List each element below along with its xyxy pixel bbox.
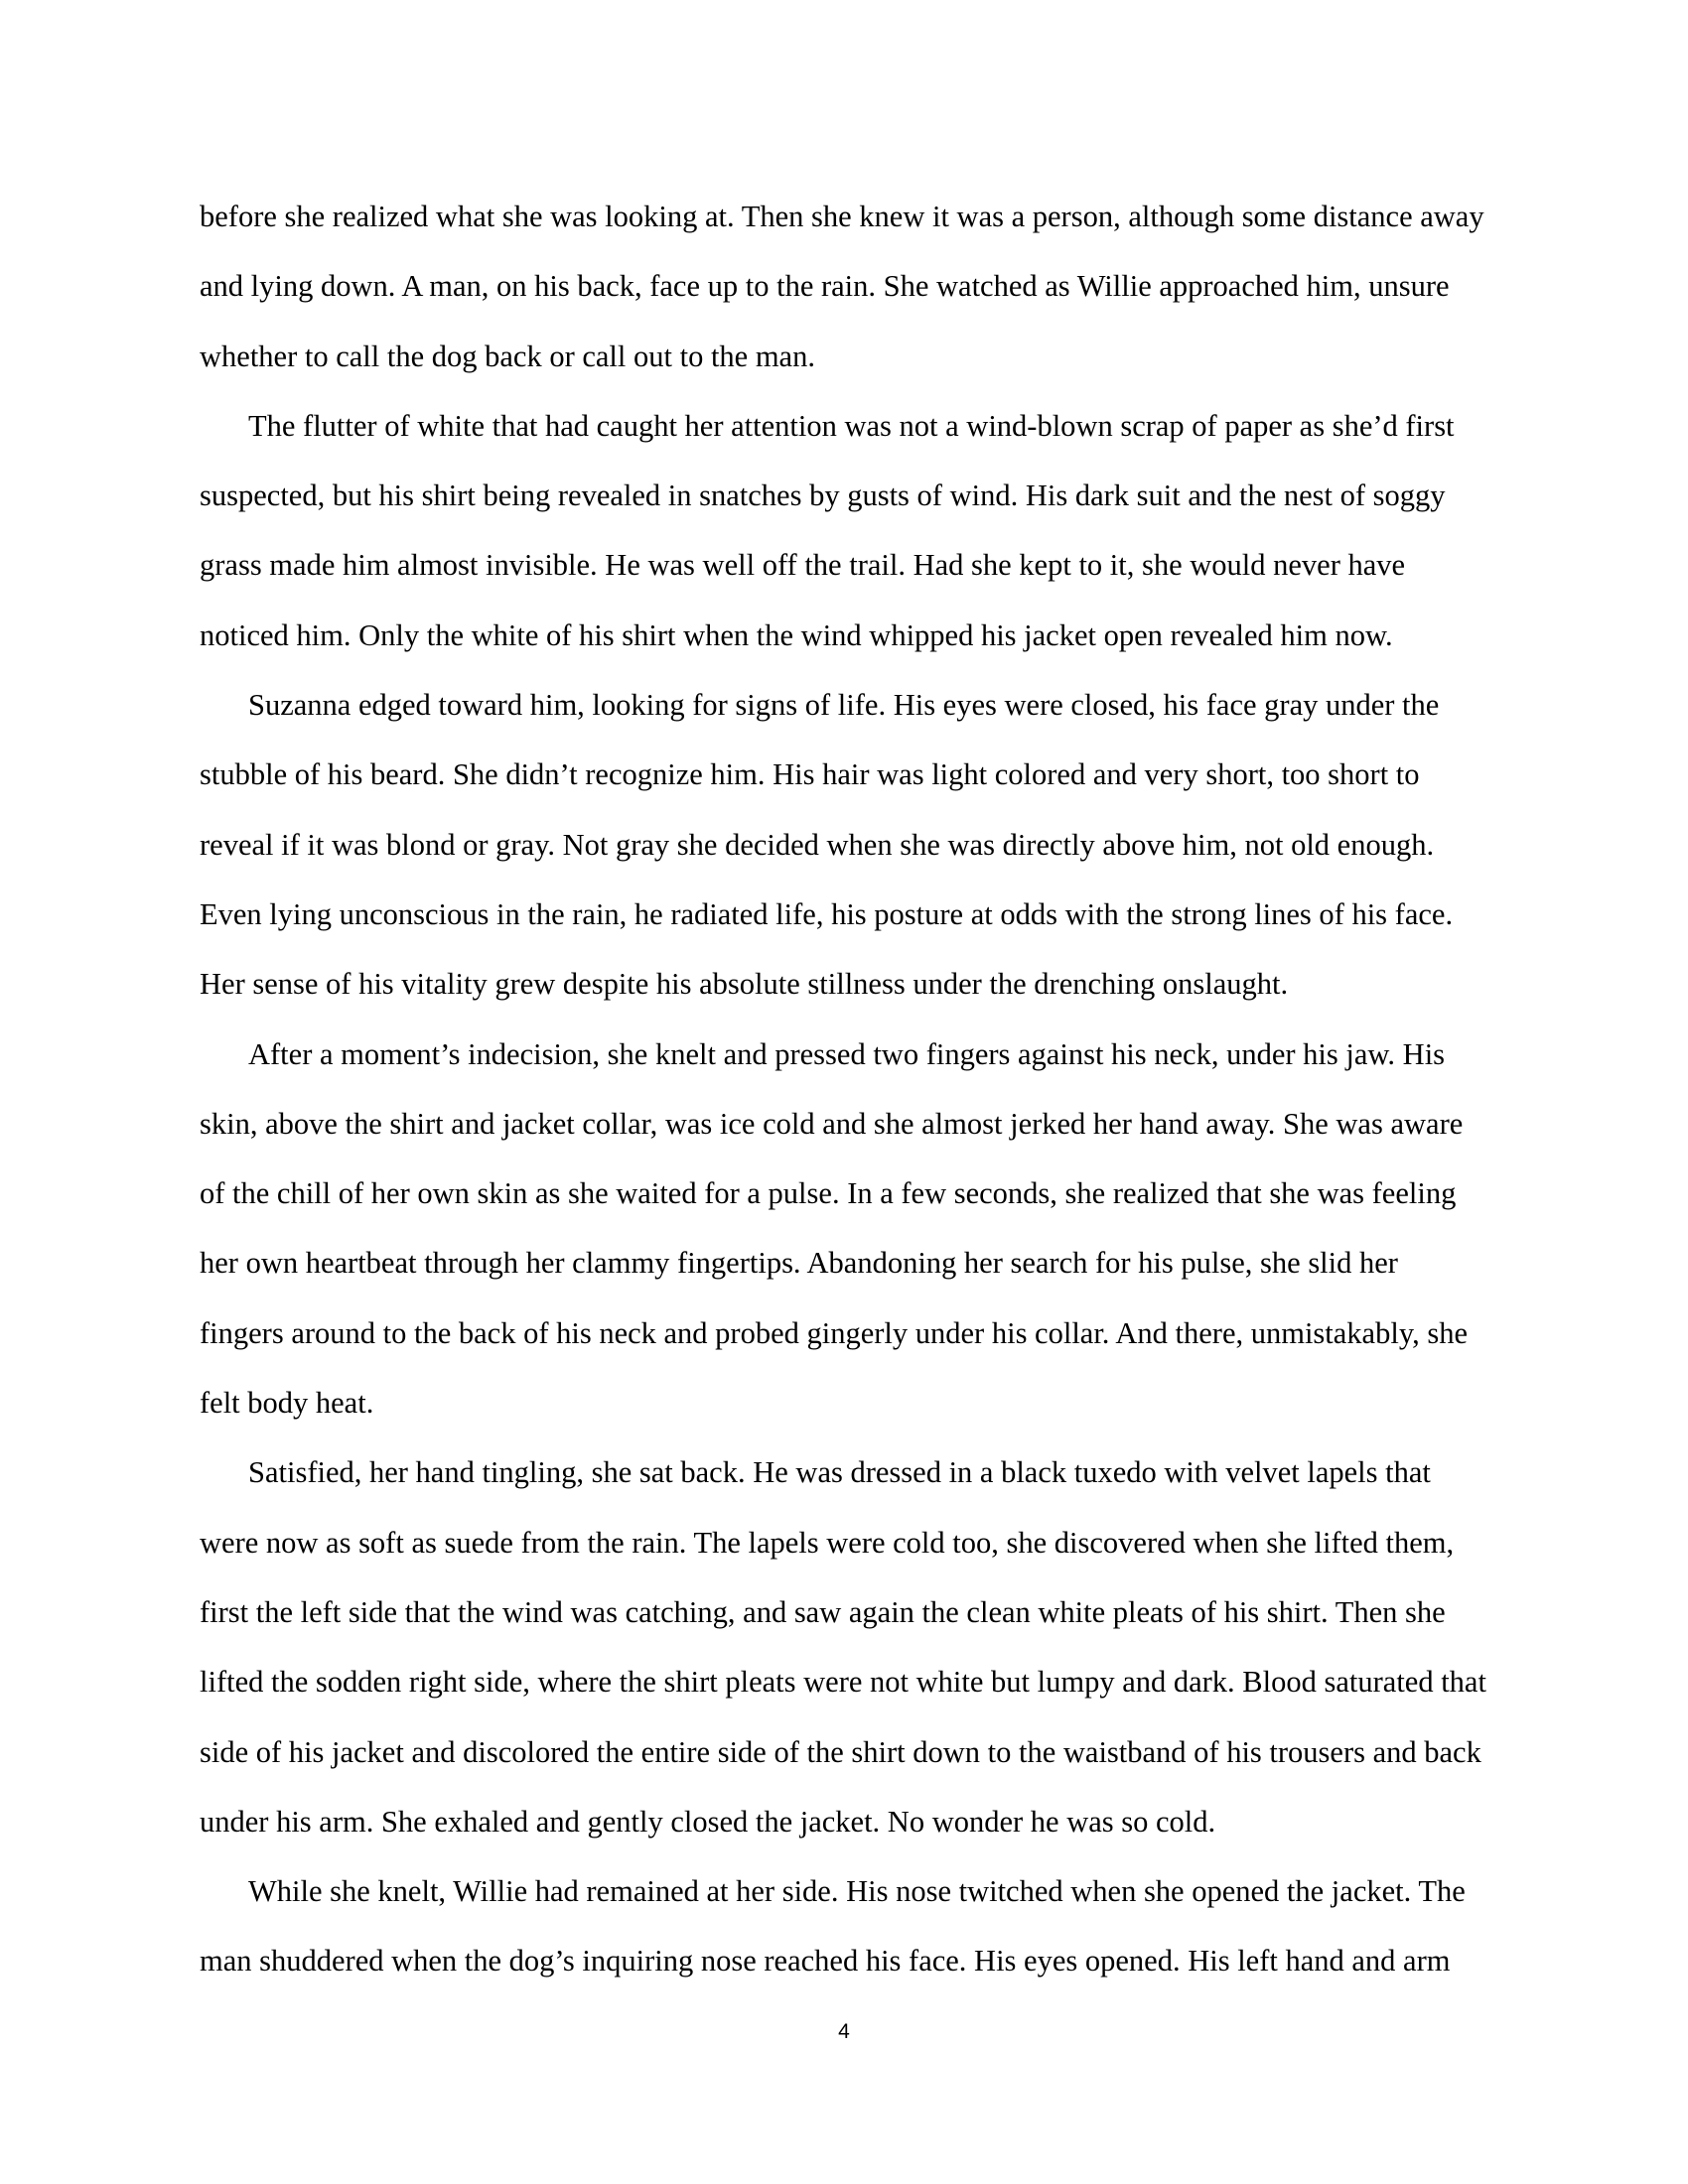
text-line: Her sense of his vitality grew despite his absolute stillness under the drenching onslaught. <box>200 967 1289 1002</box>
text-line: lifted the sodden right side, where the shirt pleats were not white but lumpy and dark. Blood saturated that <box>200 1665 1486 1700</box>
text-line: skin, above the shirt and jacket collar, was ice cold and she almost jerked her hand away. She was aware <box>200 1106 1464 1141</box>
text-line-indented: While she knelt, Willie had remained at her side. His nose twitched when she opened the jacket. The <box>248 1874 1466 1909</box>
page-number: 4 <box>838 2020 850 2043</box>
text-line: first the left side that the wind was catching, and saw again the clean white pleats of his shirt. Then she <box>200 1594 1446 1629</box>
text-line: side of his jacket and discolored the entire side of the shirt down to the waistband of his trousers and back <box>200 1734 1481 1769</box>
text-line: noticed him. Only the white of his shirt when the wind whipped his jacket open revealed him now. <box>200 617 1393 652</box>
paragraph-1 <box>200 182 1490 391</box>
text-line-indented: Suzanna edged toward him, looking for signs of life. His eyes were closed, his face gray under the <box>248 688 1440 723</box>
text-line-indented: The flutter of white that had caught her attention was not a wind-blown scrap of paper as she’d first <box>248 408 1455 443</box>
text-line: and lying down. A man, on his back, face up to the rain. She watched as Willie approached him, unsure <box>200 269 1450 304</box>
text-line-indented: Satisfied, her hand tingling, she sat back. He was dressed in a black tuxedo with velvet lapels that <box>248 1455 1431 1490</box>
paragraph-2 <box>200 391 1490 670</box>
text-line-indented: After a moment’s indecision, she knelt and pressed two fingers against his neck, under his jaw. His <box>248 1036 1446 1071</box>
paragraph-6 <box>200 1856 1490 1996</box>
text-line: suspected, but his shirt being revealed in snatches by gusts of wind. His dark suit and the nest of soggy <box>200 478 1446 513</box>
text-line: were now as soft as suede from the rain. The lapels were cold too, she discovered when she lifted them, <box>200 1525 1455 1560</box>
text-line: Even lying unconscious in the rain, he radiated life, his posture at odds with the strong lines of his face. <box>200 896 1454 931</box>
text-line: stubble of his beard. She didn’t recognize him. His hair was light colored and very short, too short to <box>200 757 1420 792</box>
text-line: before she realized what she was looking at. Then she knew it was a person, although some distance away <box>200 200 1484 233</box>
paragraph-4 <box>200 1020 1490 1438</box>
text-line: man shuddered when the dog’s inquiring nose reached his face. His eyes opened. His left hand and arm <box>200 1944 1451 1979</box>
text-line: reveal if it was blond or gray. Not gray she decided when she was directly above him, not old enough. <box>200 827 1435 862</box>
text-line: whether to call the dog back or call out to the man. <box>200 339 815 373</box>
paragraph-5 <box>200 1437 1490 1856</box>
paragraph-3 <box>200 670 1490 1019</box>
body-text <box>200 182 1490 1996</box>
text-line: grass made him almost invisible. He was well off the trail. Had she kept to it, she would never have <box>200 548 1406 583</box>
text-line: fingers around to the back of his neck and probed gingerly under his collar. And there, unmistakably, she <box>200 1315 1468 1350</box>
text-line: of the chill of her own skin as she waited for a pulse. In a few seconds, she realized that she was feeling <box>200 1176 1457 1211</box>
text-line: under his arm. She exhaled and gently closed the jacket. No wonder he was so cold. <box>200 1804 1216 1839</box>
text-line: felt body heat. <box>200 1386 374 1421</box>
text-line: her own heartbeat through her clammy fingertips. Abandoning her search for his pulse, she slid her <box>200 1246 1398 1281</box>
